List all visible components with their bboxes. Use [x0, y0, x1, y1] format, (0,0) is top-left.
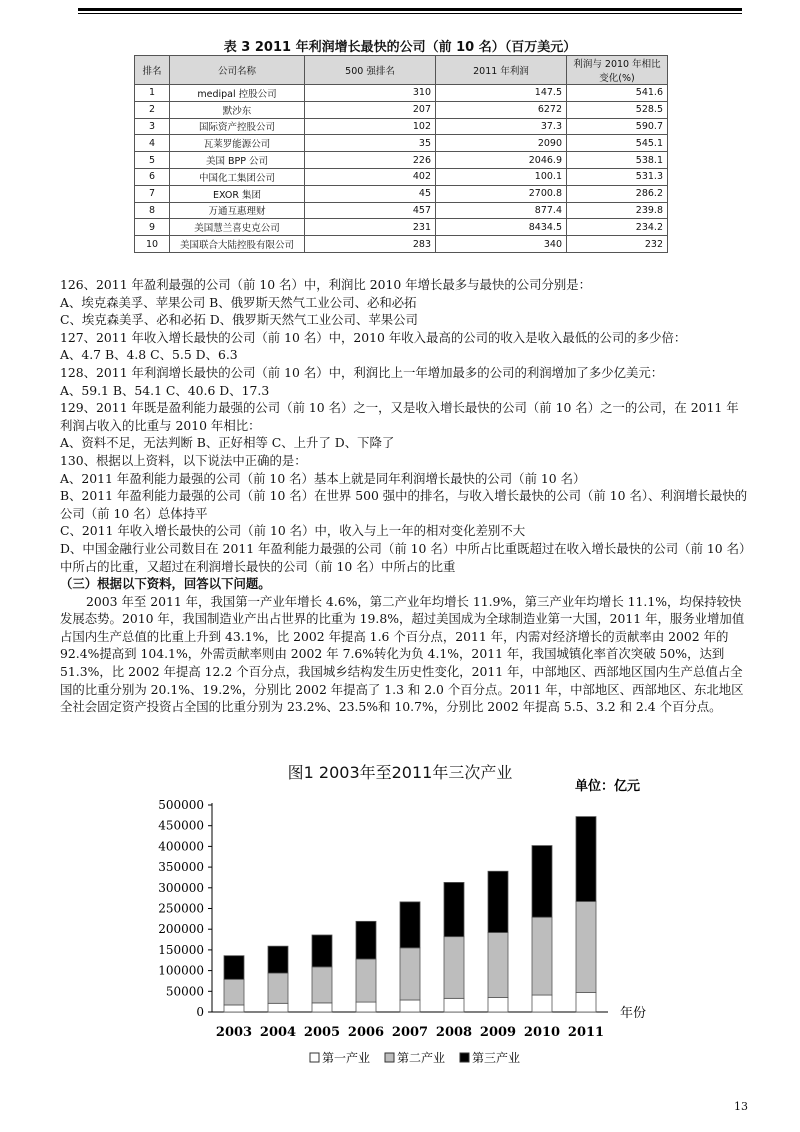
cell-rank: 4 — [135, 135, 170, 152]
bar-segment-第二产业-2009 — [488, 933, 508, 998]
q130-option-a: A、2011 年盈利能力最强的公司（前 10 名）基本上就是同年利润增长最快的公司（前 10 名） — [60, 470, 586, 486]
cell-500-rank: 310 — [305, 85, 436, 102]
legend-swatch — [385, 1053, 394, 1062]
cell-500-rank: 457 — [305, 202, 436, 219]
cell-change: 286.2 — [567, 185, 668, 202]
bar-segment-第一产业-2010 — [532, 995, 552, 1012]
q130-option-d: D、中国金融行业公司数目在 2011 年盈利能力最强的公司（前 10 名）中所占比重既超过在收入增长最快的公司（前 10 名）中所占的比重，又超过在利润增长最快的公司（前 10 名）中所占的比重 — [60, 540, 746, 574]
q127-stem: 127、2011 年收入增长最快的公司（前 10 名）中，2010 年收入最高的公司的收入是收入最低的公司的多少倍： — [60, 329, 687, 345]
x-tick-label: 2003 — [215, 1025, 253, 1040]
cell-company: 国际资产控股公司 — [170, 118, 305, 135]
cell-profit: 100.1 — [436, 168, 567, 185]
bar-segment-第三产业-2008 — [444, 882, 464, 936]
cell-profit: 2700.8 — [436, 185, 567, 202]
y-tick-label: 500000 — [158, 798, 204, 812]
cell-profit: 147.5 — [436, 85, 567, 102]
bar-segment-第一产业-2007 — [400, 1000, 420, 1012]
cell-profit: 6272 — [436, 101, 567, 118]
q126-options-2: C、埃克森美孚、必和必拓 D、俄罗斯天然气工业公司、苹果公司 — [60, 312, 418, 328]
cell-rank: 5 — [135, 152, 170, 169]
cell-rank: 8 — [135, 202, 170, 219]
bar-segment-第二产业-2004 — [268, 973, 288, 1003]
cell-profit: 8434.5 — [436, 219, 567, 236]
cell-rank: 10 — [135, 236, 170, 253]
cell-500-rank: 102 — [305, 118, 436, 135]
cell-company: 万通互惠理财 — [170, 202, 305, 219]
y-tick-label: 400000 — [158, 839, 204, 854]
cell-company: 美国 BPP 公司 — [170, 152, 305, 169]
page-number: 13 — [734, 1100, 748, 1113]
cell-change: 545.1 — [567, 135, 668, 152]
col-500-rank: 500 强排名 — [305, 56, 436, 85]
cell-profit: 2090 — [436, 135, 567, 152]
y-tick-label: 0 — [196, 1005, 204, 1019]
cell-change: 531.3 — [567, 168, 668, 185]
col-change: 利润与 2010 年相比变化(%) — [567, 56, 668, 85]
bar-segment-第二产业-2006 — [356, 959, 376, 1002]
cell-500-rank: 35 — [305, 135, 436, 152]
y-tick-label: 350000 — [158, 860, 204, 875]
cell-500-rank: 45 — [305, 185, 436, 202]
cell-change: 234.2 — [567, 219, 668, 236]
q129-options: A、资料不足，无法判断 B、正好相等 C、上升了 D、下降了 — [60, 435, 395, 451]
y-tick-label: 450000 — [158, 818, 204, 833]
y-tick-label: 300000 — [158, 880, 204, 895]
x-tick-label: 2007 — [391, 1025, 429, 1040]
cell-company: medipal 控股公司 — [170, 85, 305, 102]
bar-segment-第一产业-2004 — [268, 1003, 288, 1012]
cell-change: 590.7 — [567, 118, 668, 135]
bar-segment-第一产业-2011 — [576, 993, 596, 1012]
bar-segment-第三产业-2009 — [488, 871, 508, 932]
bar-segment-第二产业-2010 — [532, 917, 552, 995]
x-tick-label: 2006 — [347, 1025, 385, 1040]
section-heading: （三）根据以下资料，回答以下问题。 — [60, 576, 271, 592]
cell-company: 默沙东 — [170, 101, 305, 118]
bar-segment-第三产业-2003 — [224, 956, 244, 980]
y-tick-label: 200000 — [158, 922, 204, 937]
cell-rank: 2 — [135, 101, 170, 118]
col-company: 公司名称 — [170, 56, 305, 85]
bar-segment-第三产业-2006 — [356, 921, 376, 959]
x-tick-label: 2004 — [259, 1025, 297, 1040]
y-tick-label: 250000 — [158, 901, 204, 916]
section-paragraph: 2003 年至 2011 年，我国第一产业年增长 4.6%，第二产业年均增长 11.9%，第三产业年均增长 11.1%，均保持较快发展态势。2010 年，我国制造业产出占世界的比重为 19.8%，超过美国成为全球制造业第一大国，2011 年，服务业增加值占国内生产总值的比重上升到 43.1%，比 2002 年提高 1.6 个百分点，2011 年，内需对经济增长的贡献率由 2002 年的 92.4%提高到 104.1%，外需贡献率则由 2002 年 7.6%转化为负 4.1%，2011 年，我国城镇化率首次突破 50%，达到 51.3%，比 2002 年提高 12.2 个百分点，我国城乡结构发生历史性变化，2011 年，中部地区、西部地区国内生产总值占全国的比重分别为 20.1%、19.2%，分别比 2002 年提高了 1.3 和 2.0 个百分点。2011 年，中部地区、西部地区、东北地区全社会固定资产投资占全国的比重分别为 23.2%、23.5%和 10.7%，分别比 2002 年提高 5.5、3.2 和 2.4 个百分点。 — [60, 593, 745, 715]
q130-option-b: B、2011 年盈利能力最强的公司（前 10 名）在世界 500 强中的排名，与收入增长最快的公司（前 10 名）、利润增长最快的公司（前 10 名）总体持平 — [60, 488, 748, 521]
q130-option-c: C、2011 年收入增长最快的公司（前 10 名）中，收入与上一年的相对变化差别不大 — [60, 523, 526, 539]
bar-segment-第三产业-2010 — [532, 846, 552, 918]
col-profit: 2011 年利润 — [436, 56, 567, 85]
cell-profit: 37.3 — [436, 118, 567, 135]
y-tick-label: 150000 — [158, 942, 204, 957]
bar-segment-第一产业-2009 — [488, 998, 508, 1012]
x-tick-label: 2010 — [523, 1025, 561, 1040]
cell-change: 541.6 — [567, 85, 668, 102]
y-tick-label: 100000 — [158, 963, 204, 978]
bar-segment-第三产业-2007 — [400, 902, 420, 948]
bar-segment-第二产业-2005 — [312, 967, 332, 1003]
cell-500-rank: 402 — [305, 168, 436, 185]
cell-rank: 3 — [135, 118, 170, 135]
q130-stem: 130、根据以上资料，以下说法中正确的是： — [60, 452, 307, 468]
cell-500-rank: 231 — [305, 219, 436, 236]
table-title: 表 3 2011 年利润增长最快的公司（前 10 名）（百万美元） — [223, 40, 577, 55]
q127-options: A、4.7 B、4.8 C、5.5 D、6.3 — [60, 347, 238, 363]
legend-label: 第二产业 — [397, 1051, 446, 1065]
legend-label: 第三产业 — [472, 1051, 521, 1065]
bar-segment-第二产业-2011 — [576, 901, 596, 992]
col-rank: 排名 — [135, 56, 170, 85]
chart-title: 图1 2003年至2011年三次产业 — [287, 763, 513, 782]
bar-segment-第三产业-2005 — [312, 935, 332, 967]
x-axis-label: 年份 — [620, 1006, 647, 1021]
x-tick-label: 2005 — [303, 1025, 341, 1040]
cell-change: 239.8 — [567, 202, 668, 219]
y-tick-label: 50000 — [165, 984, 204, 999]
bar-segment-第三产业-2011 — [576, 817, 596, 902]
cell-company: 美国联合大陆控股有限公司 — [170, 236, 305, 253]
cell-profit: 2046.9 — [436, 152, 567, 169]
bar-segment-第一产业-2008 — [444, 998, 464, 1012]
q129-stem: 129、2011 年既是盈利能力最强的公司（前 10 名）之一，又是收入增长最快的公司（前 10 名）之一的公司，在 2011 年利润占收入的比重与 2010 年相比： — [60, 400, 739, 433]
bar-segment-第二产业-2007 — [400, 948, 420, 1000]
cell-rank: 6 — [135, 168, 170, 185]
cell-rank: 1 — [135, 85, 170, 102]
q126-stem: 126、2011 年盈利最强的公司（前 10 名）中，利润比 2010 年增长最多与最快的公司分别是： — [60, 277, 592, 292]
bar-segment-第一产业-2006 — [356, 1002, 376, 1012]
q128-options: A、59.1 B、54.1 C、40.6 D、17.3 — [60, 382, 270, 398]
cell-profit: 877.4 — [436, 202, 567, 219]
chart-unit: 单位：亿元 — [574, 779, 640, 794]
legend-swatch — [310, 1053, 319, 1062]
cell-company: 瓦莱罗能源公司 — [170, 135, 305, 152]
x-tick-label: 2009 — [479, 1025, 517, 1040]
legend-swatch — [460, 1053, 469, 1062]
cell-500-rank: 226 — [305, 152, 436, 169]
cell-company: 中国化工集团公司 — [170, 168, 305, 185]
cell-500-rank: 283 — [305, 236, 436, 253]
cell-profit: 340 — [436, 236, 567, 253]
x-tick-label: 2011 — [567, 1025, 605, 1040]
bar-segment-第一产业-2005 — [312, 1003, 332, 1012]
legend-label: 第一产业 — [322, 1051, 371, 1065]
cell-change: 528.5 — [567, 101, 668, 118]
cell-rank: 9 — [135, 219, 170, 236]
bar-segment-第一产业-2003 — [224, 1005, 244, 1012]
q126-options-1: A、埃克森美孚、苹果公司 B、俄罗斯天然气工业公司、必和必拓 — [60, 294, 417, 310]
cell-company: 美国慧兰喜史克公司 — [170, 219, 305, 236]
q128-stem: 128、2011 年利润增长最快的公司（前 10 名）中，利润比上一年增加最多的公司的利润增加了多少亿美元： — [60, 364, 664, 380]
x-tick-label: 2008 — [435, 1025, 473, 1040]
cell-change: 232 — [567, 236, 668, 253]
cell-500-rank: 207 — [305, 101, 436, 118]
bar-segment-第三产业-2004 — [268, 946, 288, 973]
cell-rank: 7 — [135, 185, 170, 202]
cell-change: 538.1 — [567, 152, 668, 169]
cell-company: EXOR 集团 — [170, 185, 305, 202]
bar-segment-第二产业-2008 — [444, 937, 464, 999]
bar-segment-第二产业-2003 — [224, 979, 244, 1005]
